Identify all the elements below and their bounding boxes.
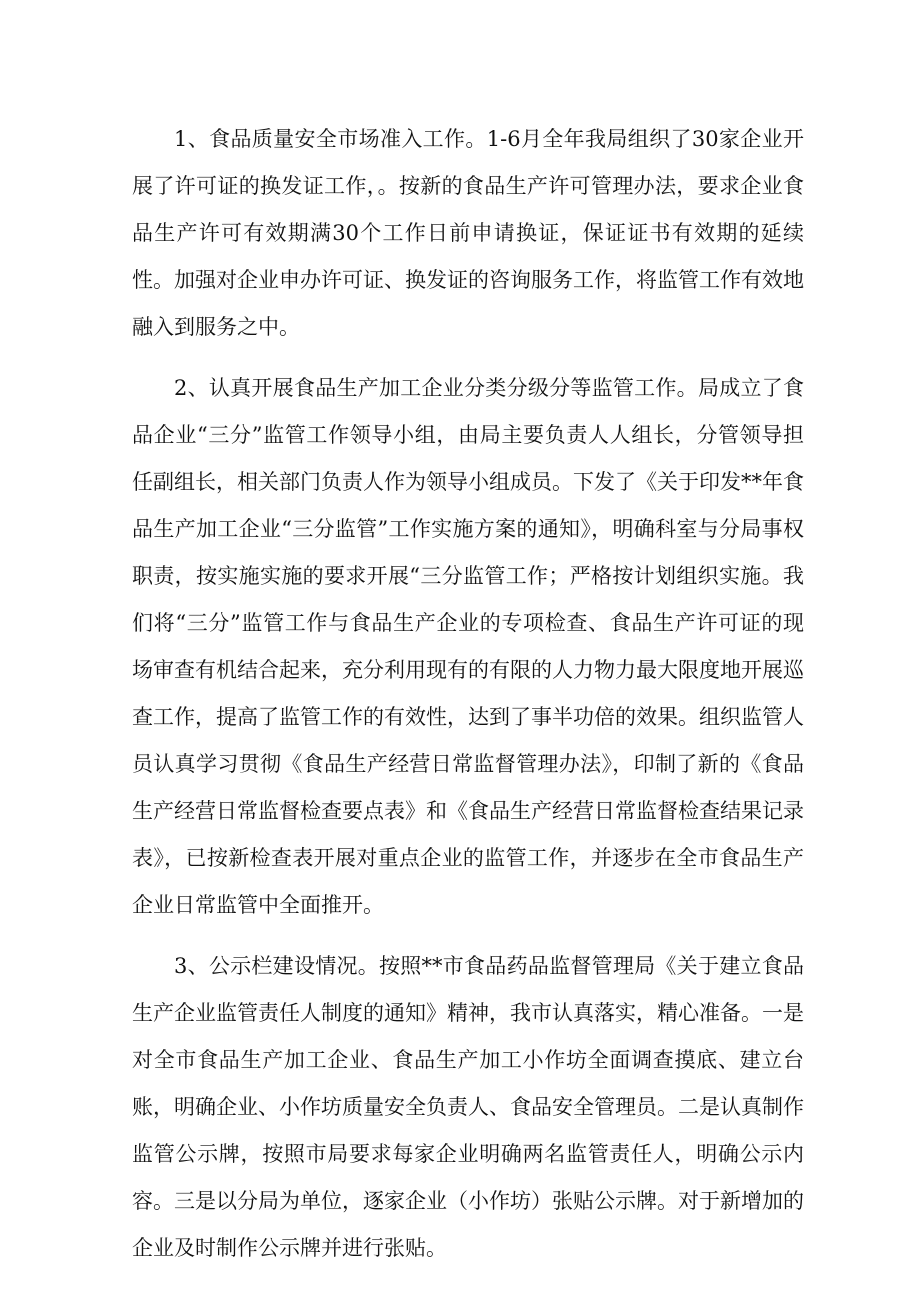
paragraph-classified-supervision: 2、认真开展食品生产加工企业分类分级分等监管工作。局成立了食品企业“三分”监管工作领导小组，由局主要负责人人组长，分管领导担任副组长，相关部门负责人作为领导小组成员。下发了《关于印发**年食品生产加工企业“三分监管”工作实施方案的通知》，明确科室与分局事权职责，按实施实施的要求开展“三分监管工作；严格按计划组织实施。我们将“三分”监管工作与食品生产企业的专项检查、食品生产许可证的现场审查有机结合起来，充分利用现有的有限的人力物力最大限度地开展巡查工作，提高了监管工作的有效性，达到了事半功倍的效果。组织监管人员认真学习贯彻《食品生产经营日常监督管理办法》，印制了新的《食品生产经营日常监督检查要点表》和《食品生产经营日常监督检查结果记录表》，已按新检查表开展对重点企业的监管工作，并逐步在全市食品生产企业日常监管中全面推开。 (132, 376, 804, 917)
document-body (132, 116, 804, 1286)
paragraph-notice-board: 3、公示栏建设情况。按照**市食品药品监督管理局《关于建立食品生产企业监管责任人制度的通知》精神，我市认真落实，精心准备。一是对全市食品生产加工企业、食品生产加工小作坊全面调查摸底、建立台账，明确企业、小作坊质量安全负责人、食品安全管理员。二是认真制作监管公示牌，按照市局要求每家企业明确两名监管责任人，明确公示内容。三是以分局为单位，逐家企业（小作坊）张贴公示牌。对于新增加的企业及时制作公示牌并进行张贴。 (132, 954, 804, 1260)
paragraph-market-access: 1、食品质量安全市场准入工作。1-6月全年我局组织了30家企业开展了许可证的换发证工作，。按新的食品生产许可管理办法，要求企业食品生产许可有效期满30个工作日前申请换证，保证证书有效期的延续性。加强对企业申办许可证、换发证的咨询服务工作，将监管工作有效地融入到服务之中。 (132, 127, 804, 339)
